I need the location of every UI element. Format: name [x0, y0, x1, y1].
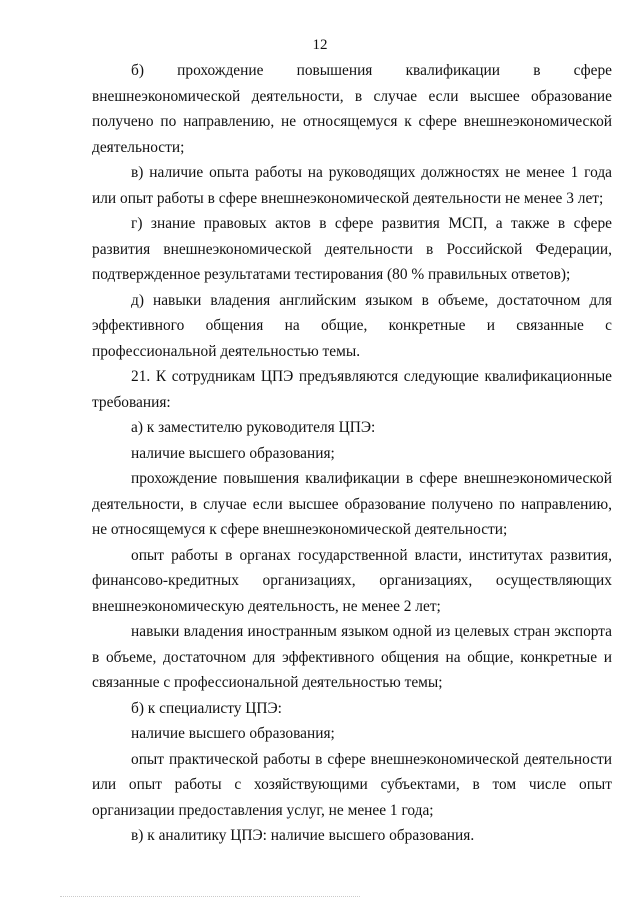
- paragraph-g-legal-knowledge: г) знание правовых актов в сфере развития МСП, а также в сфере развития внешнеэкономической деятельности в Российской Федерации, подтвержденное результатами тестирования (80 % правильных ответов);: [92, 215, 612, 283]
- paragraph-higher-education-1: наличие высшего образования;: [131, 444, 335, 462]
- paragraph-d-english-skills: д) навыки владения английским языком в объеме, достаточном для эффективного общения на общие, конкретные и связанные с профессиональной деятельностью темы.: [92, 291, 612, 360]
- paragraph-b-advanced-training: б) прохождение повышения квалификации в сфере внешнеэкономической деятельности, в случае если высшее образование получено по направлению, не относящемуся к сфере внешнеэкономической деятельности;: [92, 62, 612, 156]
- paragraph-b-specialist: б) к специалисту ЦПЭ:: [131, 699, 282, 717]
- paragraph-foreign-language: навыки владения иностранным языком одной из целевых стран экспорта в объеме, достаточном для эффективного общения на общие, конкретные и связанные с профессиональной деятельностью темы;: [92, 623, 612, 691]
- paragraph-a-deputy-head: а) к заместителю руководителя ЦПЭ:: [131, 419, 376, 436]
- document-body: [92, 58, 612, 849]
- paragraph-higher-education-2: наличие высшего образования;: [131, 725, 335, 742]
- paragraph-v-management-experience: в) наличие опыта работы на руководящих должностях не менее 1 года или опыт работы в сфере внешнеэкономической деятельности не менее 3 лет;: [92, 164, 612, 207]
- scan-footer-artifact: [60, 896, 360, 903]
- paragraph-practical-experience: опыт практической работы в сфере внешнеэкономической деятельности или опыт работы с хозяйствующими субъектами, в том числе опыт организации предоставления услуг, не менее 1 года;: [92, 750, 612, 819]
- paragraph-work-experience-gov: опыт работы в органах государственной власти, институтах развития, финансово-кредитных организациях, организациях, осуществляющих внешнеэкономическую деятельность, не менее 2 лет;: [92, 546, 612, 615]
- page-number: 12: [312, 37, 328, 53]
- paragraph-advanced-training-2: прохождение повышения квалификации в сфере внешнеэкономической деятельности, в случае если высшее образование получено по направлению, не относящемуся к сфере внешнеэкономической деятельности;: [92, 470, 612, 538]
- paragraph-21-requirements: 21. К сотрудникам ЦПЭ предъявляются следующие квалификационные требования:: [92, 368, 612, 411]
- paragraph-v-analyst: в) к аналитику ЦПЭ: наличие высшего образования.: [131, 827, 475, 844]
